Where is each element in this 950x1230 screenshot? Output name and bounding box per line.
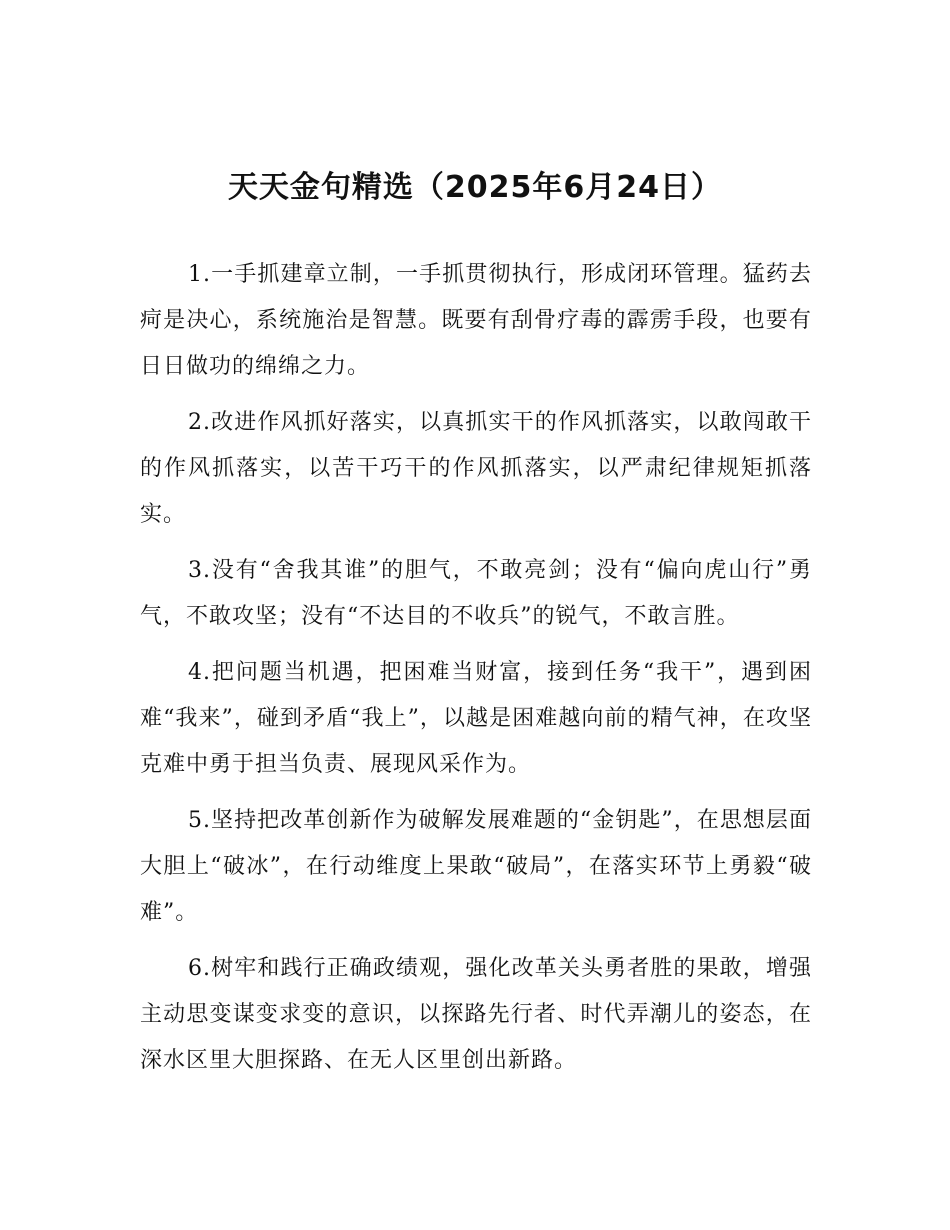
paragraph-2: 2.改进作风抓好落实，以真抓实干的作风抓落实，以敢闯敢干的作风抓落实，以苦干巧干的作风抓落实，以严肃纪律规矩抓落实。: [140, 410, 812, 527]
paragraph-6: 6.树牢和践行正确政绩观，强化改革关头勇者胜的果敢，增强主动思变谋变求变的意识，以探路先行者、时代弄潮儿的姿态，在深水区里大胆探路、在无人区里创出新路。: [140, 956, 812, 1073]
document-body: [140, 252, 812, 1094]
paragraph-5: 5.坚持把改革创新作为破解发展难题的“金钥匙”，在思想层面大胆上“破冰”，在行动维度上果敢“破局”，在落实环节上勇毅“破难”。: [140, 808, 812, 925]
document-title: 天天金句精选（2025年6月24日）: [227, 170, 723, 205]
paragraph-4: 4.把问题当机遇，把困难当财富，接到任务“我干”，遇到困难“我来”，碰到矛盾“我上”，以越是困难越向前的精气神，在攻坚克难中勇于担当负责、展现风采作为。: [140, 660, 812, 777]
paragraph-1: 1.一手抓建章立制，一手抓贯彻执行，形成闭环管理。猛药去疴是决心，系统施治是智慧。既要有刮骨疗毒的霹雳手段，也要有日日做功的绵绵之力。: [140, 262, 812, 379]
paragraph-3: 3.没有“舍我其谁”的胆气，不敢亮剑；没有“偏向虎山行”勇气，不敢攻坚；没有“不达目的不收兵”的锐气，不敢言胜。: [140, 558, 812, 629]
